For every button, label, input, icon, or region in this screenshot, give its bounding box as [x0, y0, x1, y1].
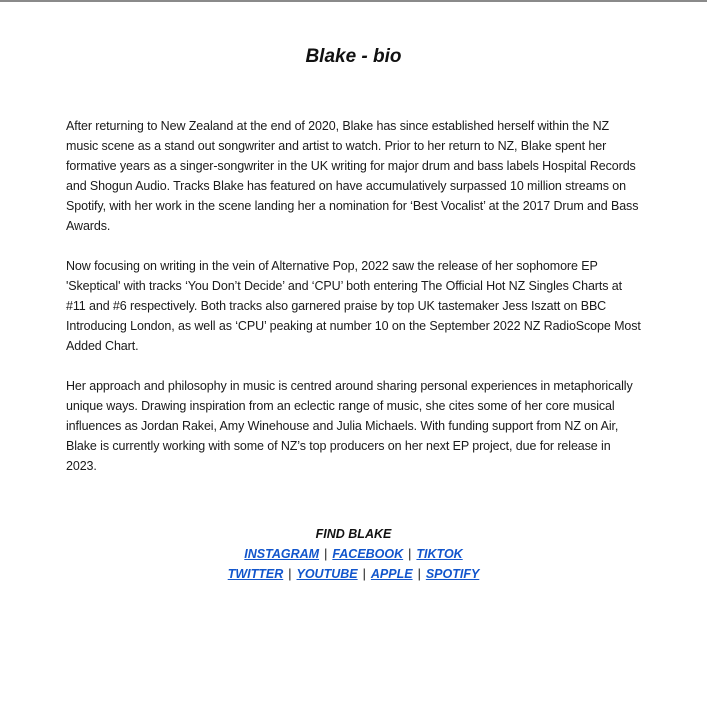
spotify-link[interactable]: SPOTIFY	[425, 567, 480, 581]
social-links-row-2	[0, 564, 707, 584]
bio-body	[66, 116, 642, 496]
find-blake-section	[0, 524, 707, 584]
youtube-link[interactable]: YOUTUBE	[296, 567, 358, 581]
link-separator: |	[408, 547, 412, 561]
tiktok-link[interactable]: TIKTOK	[416, 547, 463, 561]
instagram-link[interactable]: INSTAGRAM	[244, 547, 320, 561]
link-separator: |	[417, 567, 421, 581]
twitter-link[interactable]: TWITTER	[227, 567, 284, 581]
facebook-link[interactable]: FACEBOOK	[332, 547, 404, 561]
link-separator: |	[288, 567, 292, 581]
link-separator: |	[362, 567, 366, 581]
apple-link[interactable]: APPLE	[370, 567, 413, 581]
page-title: Blake - bio	[305, 46, 402, 67]
top-border	[0, 0, 707, 2]
find-blake-heading: FIND BLAKE	[315, 527, 392, 541]
bio-paragraph: Her approach and philosophy in music is centred around sharing personal experiences in metaphorically unique ways. Drawing inspiration from an eclectic range of music, she cites some of her core musical influences as Jordan Rakei, Amy Winehouse and Julia Michaels. With funding support from NZ on Air, Blake is currently working with some of NZ’s top producers on her next EP project, due for release in 2023.	[66, 379, 633, 473]
bio-paragraph: Now focusing on writing in the vein of Alternative Pop, 2022 saw the release of her sophomore EP 'Skeptical' with tracks ‘You Don’t Decide’ and ‘CPU’ both entering The Official Hot NZ Singles Charts at #11 and #6 respectively. Both tracks also garnered praise by top UK tastemaker Jess Iszatt on BBC Introducing London, as well as ‘CPU’ peaking at number 10 on the September 2022 NZ RadioScope Most Added Chart.	[66, 259, 641, 353]
link-separator: |	[324, 547, 328, 561]
social-links-row-1	[0, 544, 707, 564]
bio-paragraph: After returning to New Zealand at the end of 2020, Blake has since established herself within the NZ music scene as a stand out songwriter and artist to watch. Prior to her return to NZ, Blake spent her formative years as a singer-songwriter in the UK writing for major drum and bass labels Hospital Records and Shogun Audio. Tracks Blake has featured on have accumulatively surpassed 10 million streams on Spotify, with her work in the scene landing her a nomination for ‘Best Vocalist’ at the 2017 Drum and Bass Awards.	[66, 119, 639, 233]
